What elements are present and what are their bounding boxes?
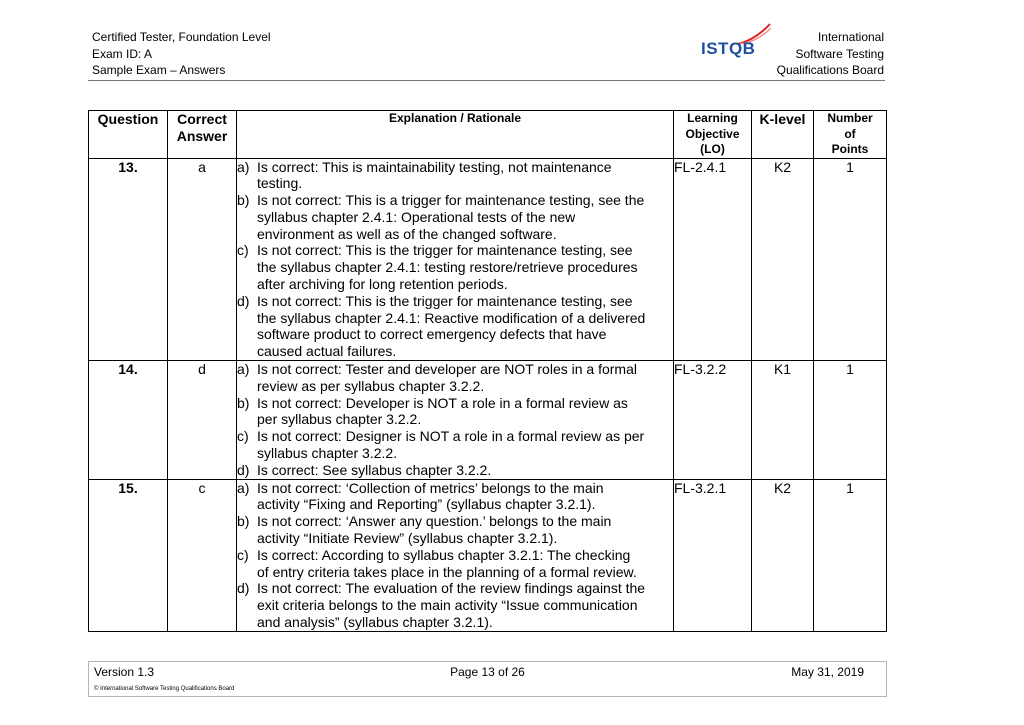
option-text-line: of entry criteria takes place in the planning of a formal review. <box>257 563 637 580</box>
header-left <box>92 29 271 79</box>
number-of-points: 1 <box>814 361 887 480</box>
question-number: 14. <box>89 361 168 480</box>
answers-table <box>88 110 887 632</box>
learning-objective: FL-2.4.1 <box>674 158 752 361</box>
answer-option <box>237 580 673 630</box>
option-text-line: and analysis” (syllabus chapter 3.2.1). <box>257 614 493 631</box>
answer-option <box>237 242 673 292</box>
col-header-lo-line: Learning <box>687 111 738 125</box>
option-letter: b) <box>237 513 250 530</box>
explanation-cell <box>237 158 674 361</box>
option-text-line: Is not correct: This is the trigger for maintenance testing, see <box>257 242 633 259</box>
option-text-line: Is not correct: Tester and developer are NOT roles in a formal <box>257 361 637 378</box>
option-text <box>257 513 673 547</box>
question-number: 13. <box>89 158 168 361</box>
option-text-line: Is not correct: Designer is NOT a role in a formal review as per <box>257 428 645 445</box>
option-text-line: environment as well as of the changed software. <box>257 225 557 242</box>
answer-option <box>237 428 673 462</box>
option-text-line: Is not correct: This is a trigger for maintenance testing, see the <box>257 192 645 209</box>
option-letter: d) <box>237 461 250 478</box>
col-header-answer <box>168 111 237 159</box>
istqb-logo <box>700 22 772 64</box>
header-org-line-2: Software Testing <box>795 46 884 61</box>
option-text <box>257 361 673 395</box>
option-letter: a) <box>237 479 250 496</box>
question-number: 15. <box>89 479 168 631</box>
option-text <box>257 547 673 581</box>
option-letter: c) <box>237 242 249 259</box>
col-header-question: Question <box>89 111 168 159</box>
col-header-explanation: Explanation / Rationale <box>237 111 674 159</box>
correct-answer: d <box>168 361 237 480</box>
option-letter: b) <box>237 394 250 411</box>
col-header-answer-line: Correct <box>177 111 227 127</box>
option-letter: c) <box>237 546 249 563</box>
option-text-line: Is correct: According to syllabus chapter 3.2.1: The checking <box>257 546 631 563</box>
header-cert-title: Certified Tester, Foundation Level <box>92 30 271 44</box>
table-row <box>89 158 887 361</box>
option-letter: c) <box>237 428 249 445</box>
header-org-line-3: Qualifications Board <box>776 63 884 77</box>
option-text <box>257 580 673 630</box>
header-right <box>777 29 884 79</box>
learning-objective: FL-3.2.1 <box>674 479 752 631</box>
option-text <box>257 480 673 514</box>
footer-copyright: © International Software Testing Qualifications Board <box>94 686 235 692</box>
page-footer <box>88 661 887 697</box>
option-letter: d) <box>237 580 250 597</box>
option-text-line: Is not correct: The evaluation of the review findings against the <box>257 580 646 597</box>
option-text-line: Is not correct: ‘Answer any question.’ belongs to the main <box>257 513 612 530</box>
answer-option <box>237 480 673 514</box>
option-text <box>257 395 673 429</box>
option-text-line: per syllabus chapter 3.2.2. <box>257 411 422 428</box>
header-doc-title: Sample Exam – Answers <box>92 63 226 77</box>
option-text-line: caused actual failures. <box>257 343 397 360</box>
correct-answer: a <box>168 158 237 361</box>
learning-objective: FL-3.2.2 <box>674 361 752 480</box>
footer-version: Version 1.3 <box>94 665 155 679</box>
table-row <box>89 479 887 631</box>
header-exam-id: Exam ID: A <box>92 46 153 61</box>
answer-option <box>237 395 673 429</box>
option-letter: a) <box>237 361 250 378</box>
option-text <box>257 242 673 292</box>
header-org-line-1: International <box>817 30 884 44</box>
option-text <box>257 159 673 193</box>
option-text-line: syllabus chapter 3.2.2. <box>257 445 398 462</box>
k-level: K2 <box>752 479 814 631</box>
k-level: K2 <box>752 158 814 361</box>
option-letter: a) <box>237 158 250 175</box>
option-text-line: Is not correct: Developer is NOT a role in a formal review as <box>257 394 628 411</box>
number-of-points: 1 <box>814 479 887 631</box>
option-text <box>257 428 673 462</box>
answer-option <box>237 462 673 479</box>
option-letter: d) <box>237 292 250 309</box>
answer-option <box>237 293 673 360</box>
option-text-line: software product to correct emergency defects that have <box>257 326 607 343</box>
answer-option <box>237 361 673 395</box>
k-level: K1 <box>752 361 814 480</box>
option-text <box>257 293 673 360</box>
answer-option <box>237 159 673 193</box>
correct-answer: c <box>168 479 237 631</box>
logo-text: ISTQB <box>701 39 756 58</box>
option-text-line: testing. <box>257 175 303 192</box>
option-text-line: after archiving for long retention periods. <box>257 276 508 293</box>
option-text-line: exit criteria belongs to the main activity “Issue communication <box>257 597 638 614</box>
option-text-line: the syllabus chapter 2.4.1: Reactive modification of a delivered <box>257 309 646 326</box>
option-text-line: activity “Initiate Review” (syllabus chapter 3.2.1). <box>257 530 558 547</box>
col-header-points-line: Number <box>827 111 873 125</box>
option-text-line: the syllabus chapter 2.4.1: testing restore/retrieve procedures <box>257 259 638 276</box>
option-text-line: Is not correct: This is the trigger for maintenance testing, see <box>257 292 633 309</box>
table-header-row <box>89 111 887 159</box>
col-header-points <box>814 111 887 159</box>
answer-option <box>237 513 673 547</box>
number-of-points: 1 <box>814 158 887 361</box>
col-header-lo-line: (LO) <box>700 142 725 156</box>
footer-page-number: Page 13 of 26 <box>450 665 525 679</box>
option-text-line: activity “Fixing and Reporting” (syllabus chapter 3.2.1). <box>257 496 596 513</box>
option-text-line: review as per syllabus chapter 3.2.2. <box>257 377 485 394</box>
option-text-line: syllabus chapter 2.4.1: Operational tests of the new <box>257 208 576 225</box>
explanation-cell <box>237 361 674 480</box>
col-header-lo <box>674 111 752 159</box>
answer-option <box>237 547 673 581</box>
option-letter: b) <box>237 192 250 209</box>
answers-table-body <box>89 158 887 631</box>
col-header-lo-line: Objective <box>685 126 740 141</box>
option-text <box>257 192 673 242</box>
footer-date: May 31, 2019 <box>791 665 864 679</box>
col-header-points-line: Points <box>831 142 869 156</box>
answer-option <box>237 192 673 242</box>
option-text <box>257 462 673 479</box>
table-row <box>89 361 887 480</box>
explanation-cell <box>237 479 674 631</box>
option-text-line: Is correct: This is maintainability testing, not maintenance <box>257 158 612 175</box>
option-text-line: Is not correct: ‘Collection of metrics’ belongs to the main <box>257 479 604 496</box>
header-divider <box>88 80 885 81</box>
col-header-klevel: K-level <box>752 111 814 159</box>
option-text-line: Is correct: See syllabus chapter 3.2.2. <box>257 461 492 478</box>
col-header-points-line: of <box>844 126 856 141</box>
col-header-answer-line: Answer <box>176 128 228 144</box>
